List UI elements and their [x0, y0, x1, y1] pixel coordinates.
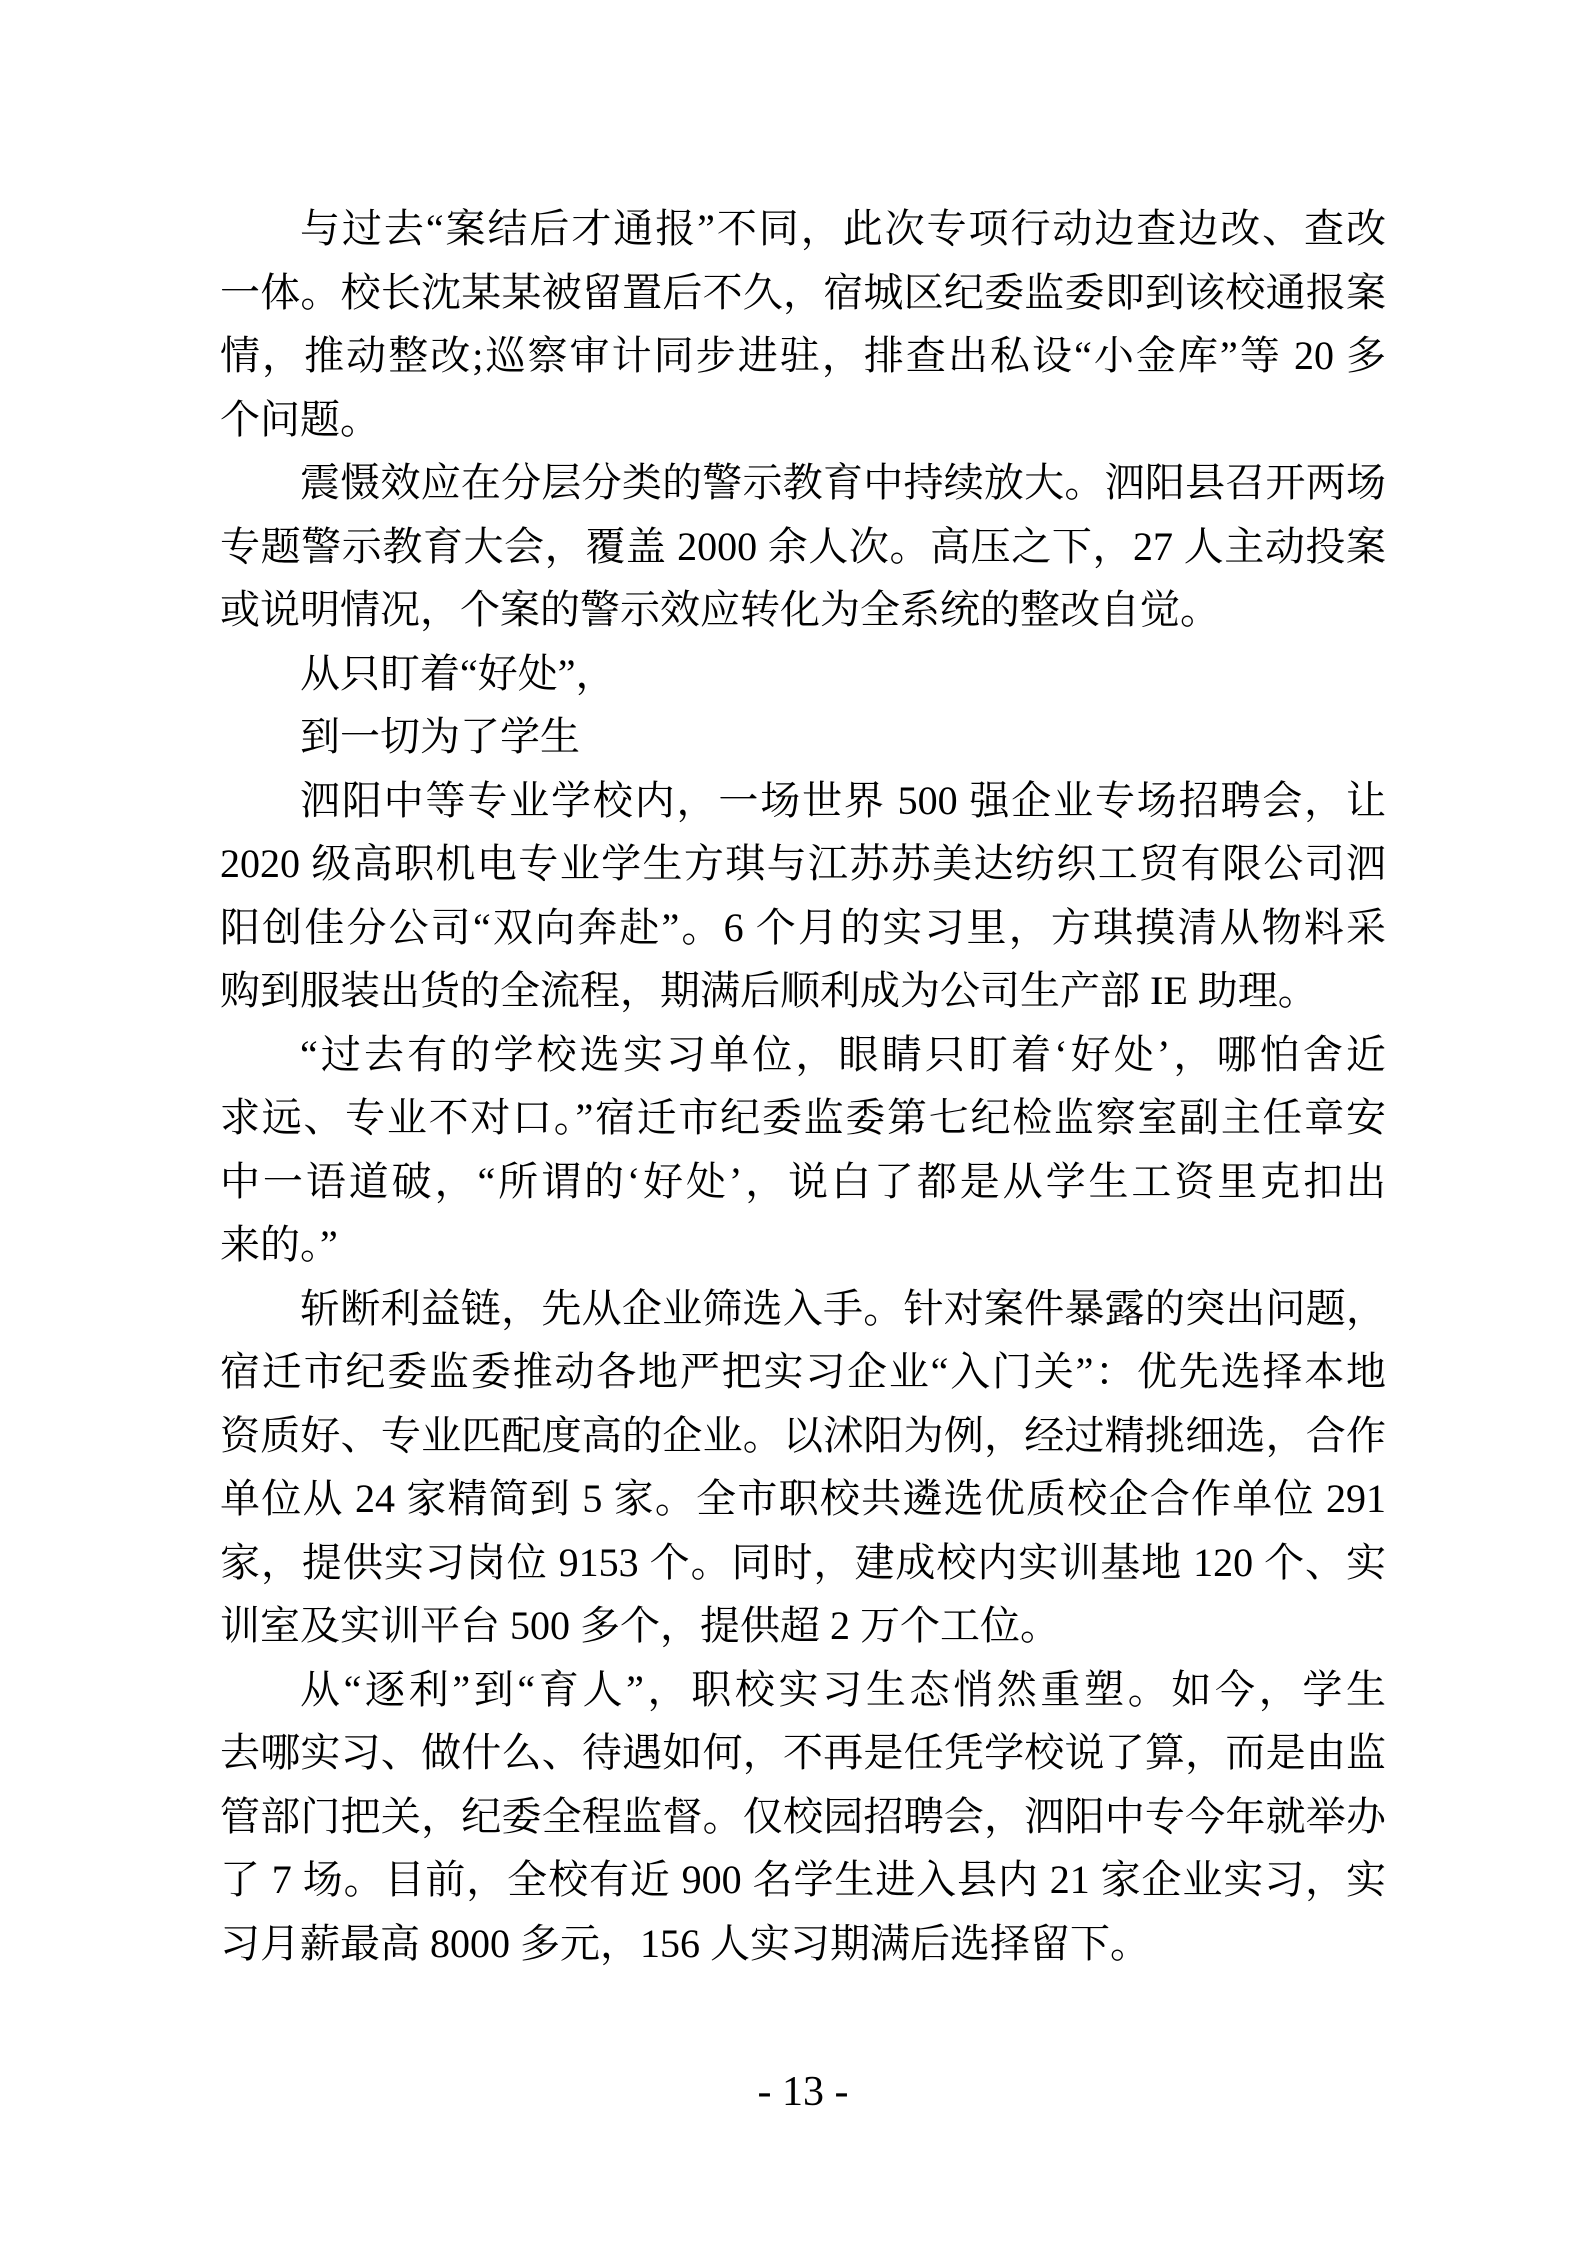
- paragraph: [220, 197, 1386, 451]
- text-line: 家，提供实习岗位 9153 个。同时，建成校内实训基地 120 个、实: [220, 1539, 1386, 1585]
- text-line: “过去有的学校选实习单位，眼睛只盯着‘好处’，哪怕舍近: [300, 1031, 1386, 1077]
- paragraph: [220, 1023, 1386, 1277]
- text-line: 泗阳中等专业学校内，一场世界 500 强企业专场招聘会，让: [300, 777, 1386, 823]
- text-line: 2020 级高职机电专业学生方琪与江苏苏美达纺织工贸有限公司泗: [220, 841, 1386, 886]
- text-line: 中一语道破，“所谓的‘好处’，说白了都是从学生工资里克扣出: [220, 1158, 1386, 1204]
- paragraph: [220, 642, 1386, 706]
- text-line: 购到服装出货的全流程，期满后顺利成为公司生产部 IE 助理。: [220, 968, 1318, 1013]
- text-line: 或说明情况，个案的警示效应转化为全系统的整改自觉。: [220, 587, 1220, 632]
- text-line: 震慑效应在分层分类的警示教育中持续放大。泗阳县召开两场: [300, 460, 1386, 505]
- text-line: 宿迁市纪委监委推动各地严把实习企业“入门关”：优先选择本地: [220, 1349, 1386, 1394]
- text-line: 一体。校长沈某某被留置后不久，宿城区纪委监委即到该校通报案: [220, 269, 1386, 315]
- text-line: 从只盯着“好处”，: [300, 650, 616, 696]
- text-line: 从“逐利”到“育人”，职校实习生态悄然重塑。如今，学生: [300, 1666, 1386, 1712]
- paragraph: [220, 1658, 1386, 1976]
- text-line: 去哪实习、做什么、待遇如何，不再是任凭学校说了算，而是由监: [220, 1730, 1386, 1775]
- text-line: 到一切为了学生: [300, 714, 580, 759]
- text-line: 求远、专业不对口。”宿迁市纪委监委第七纪检监察室副主任章安: [220, 1095, 1386, 1140]
- page-number: - 13 -: [757, 2069, 849, 2115]
- text-line: 来的。”: [220, 1222, 338, 1267]
- text-line: 情，推动整改;巡察审计同步进驻，排查出私设“小金库”等 20 多: [220, 333, 1386, 378]
- text-line: 了 7 场。目前，全校有近 900 名学生进入县内 21 家企业实习，实: [220, 1857, 1386, 1902]
- text-line: 资质好、专业匹配度高的企业。以沭阳为例，经过精挑细选，合作: [220, 1412, 1386, 1458]
- paragraph: [220, 705, 1386, 769]
- text-line: 训室及实训平台 500 多个，提供超 2 万个工位。: [220, 1603, 1060, 1648]
- text-line: 管部门把关，纪委全程监督。仅校园招聘会，泗阳中专今年就举办: [220, 1793, 1386, 1839]
- text-line: 个问题。: [220, 396, 380, 442]
- document-body: [220, 197, 1386, 1975]
- text-line: 阳创佳分公司“双向奔赴”。6 个月的实习里，方琪摸清从物料采: [220, 904, 1386, 950]
- paragraph: [220, 1277, 1386, 1658]
- paragraph: [220, 769, 1386, 1023]
- text-line: 单位从 24 家精简到 5 家。全市职校共遴选优质校企合作单位 291: [220, 1476, 1386, 1521]
- text-line: 习月薪最高 8000 多元，156 人实习期满后选择留下。: [220, 1920, 1150, 1966]
- paragraph: [220, 451, 1386, 642]
- text-line: 专题警示教育大会，覆盖 2000 余人次。高压之下，27 人主动投案: [220, 523, 1386, 569]
- text-line: 与过去“案结后才通报”不同，此次专项行动边查边改、查改: [300, 206, 1386, 251]
- text-line: 斩断利益链，先从企业筛选入手。针对案件暴露的突出问题，: [300, 1285, 1386, 1331]
